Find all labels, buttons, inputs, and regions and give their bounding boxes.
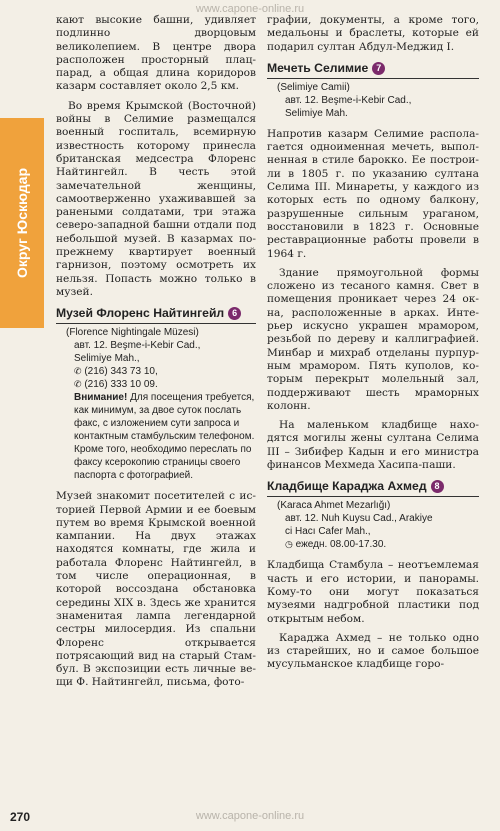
section-title-nightingale-museum (56, 306, 256, 324)
native-name: (Florence Nightingale Müzesi) (66, 327, 199, 339)
paragraph: Здание прямоугольной формы сложено из тесаного камня. Свет в помещения проникает через 24 окна, расположенные в арках. Интерьер искусно украшен мрамором, резьбой по дереву и каллиграфией. Минбар и михраб отделаны пурпурным мрамором. Пять куполов, которым перекрыт молельный зал, поддерживают шесть мраморных колонн. (267, 266, 479, 412)
district-side-tab (0, 118, 44, 328)
district-label: Округ Юскюдар (14, 168, 30, 278)
section-number-badge: 6 (228, 307, 241, 320)
address-line: авт. 12. Nuh Kuysu Cad., Arakiye (285, 513, 433, 525)
left-column (56, 14, 256, 696)
section-title-text: Мечеть Селимие (267, 60, 369, 75)
info-block-karaca-ahmet-cemetery (267, 499, 479, 551)
section-title-karaca-ahmet-cemetery (267, 479, 479, 497)
address-line: авт. 12. Beşme-i-Kebir Cad., (74, 340, 201, 352)
watermark-top: www.capone-online.ru (195, 3, 305, 15)
page-number: 270 (10, 810, 31, 824)
native-name: (Selimiye Camii) (277, 81, 350, 93)
paragraph: графии, документы, а кроме того, медальоны и браслеты, которые ей подарил султан Абдул-Меджид I. (267, 14, 479, 53)
section-number-badge: 8 (431, 480, 444, 493)
hours-line: ◷ ежедн. 08.00-17.30. (285, 539, 387, 551)
section-title-text: Кладбище Караджа Ахмед (267, 479, 427, 494)
warning-label: Внимание! (74, 392, 128, 404)
paragraph: кают высокие башни, удивляет подлинно дворцовым великолепием. В центре двора расположен просторный плац-парад, а общая длина коридоров казарм составляет около 2,5 км. (56, 14, 256, 93)
info-block-nightingale-museum (56, 326, 256, 482)
watermark-bottom: www.capone-online.ru (195, 810, 305, 822)
address-line: Selimiye Mah. (285, 107, 348, 119)
section-title-text: Музей Флоренс Найтингейл (56, 306, 225, 321)
fax-icon: ✆ (74, 379, 82, 390)
native-name: (Karaca Ahmet Mezarlığı) (277, 500, 391, 512)
warning-note: Внимание! Для посещения требуется, как минимум, за двое суток послать факс, с изложением сути запроса и контактным стамбульским телефоном. Кроме того, необходимо переслать по факсу ксерокопию страницы своего паспорта с фотографией. (74, 392, 255, 482)
info-block-selimiye-mosque (267, 81, 479, 120)
address-line: авт. 12. Beşme-i-Kebir Cad., (285, 94, 412, 106)
paragraph: Караджа Ахмед – не только одно из старейших, но и самое большое мусульманское кладбище горо- (267, 631, 479, 671)
section-number-badge: 7 (372, 62, 385, 75)
section-title-selimiye-mosque (267, 61, 479, 79)
phone-line: ✆ (216) 343 73 10, (74, 366, 158, 378)
paragraph: Напротив казарм Селимие располагается одноименная мечеть, выполненная в стиле барокко. Ее построили в 1805 г. по указанию султана Селима III. Минареты, у каждого из которых есть по одному балкону, разрушенные сильным ураганом, восстановили в 1823 г. Основные реставрационные работы провели в 1964 г. (267, 127, 479, 260)
right-column (267, 14, 479, 678)
paragraph: На маленьком кладбище находятся могилы жены султана Селима III – Зибифер Кадын и его министра финансов Мехмеда Хасипа-паши. (267, 419, 479, 472)
phone-icon: ✆ (74, 366, 82, 377)
clock-icon: ◷ (285, 539, 293, 550)
paragraph: Во время Крымской (Восточной) войны в Селимие размещался военный госпиталь, всемирную известность которому принесла британская медсестра Флоренс Найтингейл. В честь этой замечательной женщины, самоотверженно ухаживавшей за ранеными солдатами, три этажа северо-западной башни отдали под небольшой музей. В казармах попрежнему квартирует военный гарнизон, поэтому осмотреть их нельзя. Попасть можно только в музей. (56, 99, 256, 298)
address-line: ci Hacı Cafer Mah., (285, 526, 371, 538)
paragraph: Кладбища Стамбула – неотъемлемая часть и его истории, и панорамы. Кому-то они могут показаться музеями надгробной пластики под открытым небом. (267, 559, 479, 625)
fax-line: ✆ (216) 333 10 09. (74, 379, 158, 391)
address-line: Selimiye Mah., (74, 353, 140, 365)
paragraph: Музей знакомит посетителей с историей Первой Армии и ее боевым путем во время Крымской военной кампании. На двух этажах находятся комнаты, где жила и работала Флоренс Найтингейл, в том числе операционная, в которой воссоздана обстановка середины XIX в. Здесь же хранится знаменитая лампа легендарной сестры милосердия. Из спальни Флоренс открывается потрясающий вид на старый Стамбул. В экспозиции есть личные вещи Ф. Найтингейл, письма, фото- (56, 490, 256, 689)
